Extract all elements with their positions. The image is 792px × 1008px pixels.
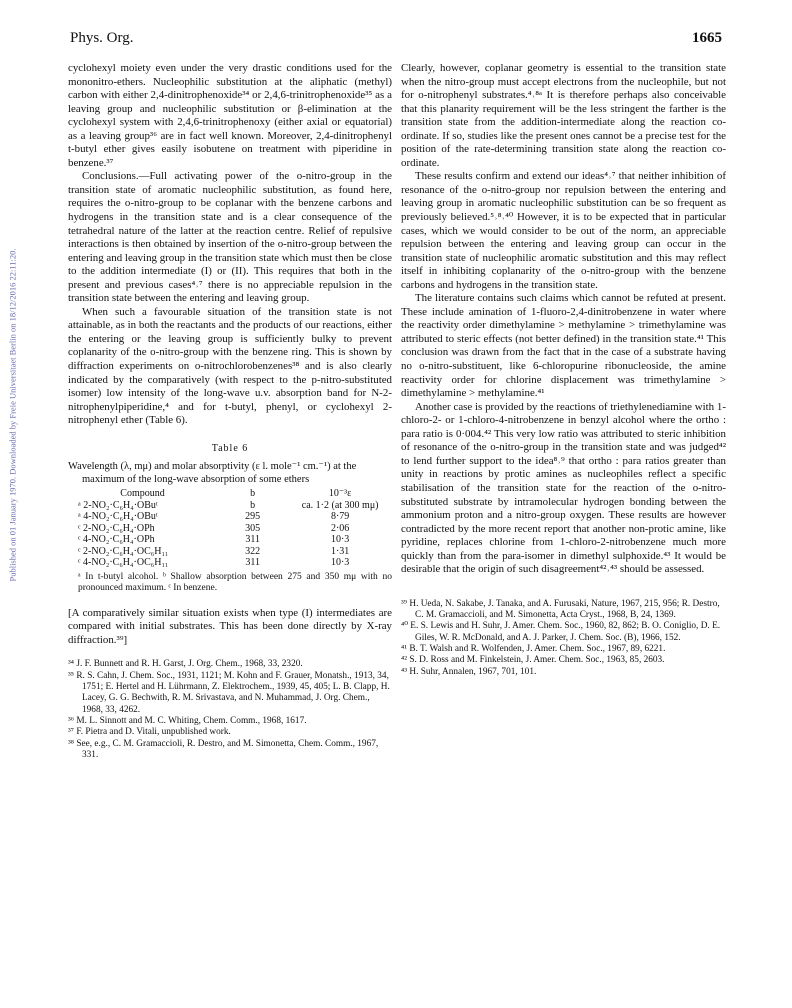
absorptivity-cell: 2·06 (330, 522, 350, 534)
table-row (68, 523, 392, 535)
compound-cell: ᶜ 2-NO₂·C₆H₄·OPh (78, 522, 155, 534)
reference-item: ³⁶ M. L. Sinnott and M. C. Whiting, Chem. Comm., 1968, 1617. (68, 715, 307, 726)
download-watermark (6, 180, 20, 650)
paragraph: Clearly, however, coplanar geometry is essential to the transition state when the nitro-group must accept electrons from the nucleophile, but not for o-nitrophenyl substrates.⁴˒⁸ᵃ It is therefore perhaps also conceivable that this planarity requirement will be the less stringent the farther is the transition state from the addition-intermediate along the reaction co-ordinate. If so, studies like the present ones cannot be a precise test for the position of the rate-determining transition state along the reaction co-ordinate. (401, 62, 726, 169)
wavelength-cell: 295 (245, 511, 261, 523)
table-footnote: ᵃ In t-butyl alcohol. ᵇ Shallow absorption between 275 and 350 mμ with no pronounced maximum. ᶜ In benzene. (78, 571, 392, 594)
column-header: b (250, 488, 256, 500)
wavelength-cell: 322 (245, 545, 261, 557)
absorption-table (68, 488, 392, 569)
right-column (401, 62, 726, 678)
reference-item: ³⁷ F. Pietra and D. Vitali, unpublished work. (68, 727, 231, 738)
left-column (68, 62, 392, 761)
table-row (68, 546, 392, 558)
compound-cell: ᶜ 2-NO₂·C₆H₄·OC₆H₁₁ (78, 545, 169, 557)
reference-item: ³⁴ J. F. Bunnett and R. H. Garst, J. Org. Chem., 1968, 33, 2320. (68, 659, 303, 670)
table-row (68, 500, 392, 512)
absorptivity-cell: 1·31 (330, 545, 350, 557)
reference-item: ⁴³ H. Suhr, Annalen, 1967, 701, 101. (401, 666, 537, 677)
paragraph: Another case is provided by the reactions of triethylenediamine with 1-chloro-2- or 1-chloro-4-nitrobenzene in benzyl alcohol where the ortho : para ratio is 0·004.⁴² This very low ratio was attributed to steric inhibition of resonance of the o-nitro-group in the transition state and was judged⁴² to lend further support to the idea⁸˒⁹ that ortho : para ratios greater than unity in reactions by protic amines as nucleophiles reflect a specific stabilisation of the transition state for the reaction of the o-nitro-substituted substrate by intramolecular hydrogen bonding between the ammonium proton and a nitro-group oxygen. These results are however contradicted by the more recent report that another non-protic amine, like pyridine, replaces chlorine from 1-chloro-2-nitrobenzene much more quickly than from the para-isomer in dimethyl sulphoxide.⁴³ It would be desirable that the origin of such disagreement⁴²˒⁴³ should be assessed. (401, 400, 726, 576)
table-row (68, 557, 392, 569)
compound-cell: ᶜ 4-NO₂·C₆H₄·OPh (78, 534, 155, 546)
table-row (68, 534, 392, 546)
paragraph: [A comparatively similar situation exists when type (I) intermediates are compared with initial substrates. This has been done directly by X-ray diffraction.³⁹] (68, 606, 392, 646)
absorptivity-cell: 8·79 (330, 511, 350, 523)
paragraph: Conclusions.—Full activating power of the o-nitro-group in the transition state of aromatic nucleophilic substitution, as found here, requires the o-nitro-group to be coplanar with the benzene carbons and hydrogens in the transition state and is a clear consequence of the tetrahedral nature of the latter at the reaction centre. Relief of repulsive interactions is then obtained by insertion of the o-nitro-group between the entering and leaving group in the transition state which must then be close to the addition intermediate (I) or (II). This requires that both in the present and previous cases⁴˒⁷ there is no appreciable repulsion in the transition state between the entering and leaving group. (68, 170, 392, 305)
table-header-row (68, 488, 392, 500)
table-title: Table 6 (211, 442, 249, 454)
page-number: 1665 (692, 30, 722, 46)
compound-cell: ᵃ 4-NO₂·C₆H₄·OBuᵗ (78, 511, 158, 523)
reference-item: ⁴⁰ E. S. Lewis and H. Suhr, J. Amer. Chem. Soc., 1960, 82, 862; B. O. Coniglio, D. E. Giles, W. R. McDonald, and A. J. Parker, J. Chem. Soc. (B), 1966, 152. (401, 621, 721, 643)
journal-section-header: Phys. Org. (70, 30, 134, 46)
paragraph: cyclohexyl moiety even under the very drastic conditions used for the mononitro-ethers. Nucleophilic substitution at the aliphatic (methyl) carbon with either 2,4-dinitrophenoxide³⁴ or 2,4,6-trinitrophenoxide³⁵ as a leaving group and nucleophilic substitution or β-elimination at the cyclohexyl system with 2,4,6-trinitrophenoxy (either axial or equatorial) as a leaving group³⁶ are in fact well known. Moreover, 2,4-dinitrophenyl t-butyl ether gives easily isobutene on treatment with piperidine in benzene.³⁷ (68, 62, 392, 169)
table-row (68, 511, 392, 523)
download-watermark-text: Published on 01 January 1970. Downloaded by Freie Universitaet Berlin on 18/12/2016 22:11:20. (8, 248, 19, 582)
absorptivity-cell: 10·3 (330, 557, 350, 569)
wavelength-cell: 311 (245, 534, 260, 546)
wavelength-cell: b (250, 499, 256, 511)
column-header: Compound (120, 488, 165, 500)
reference-item: ⁴¹ B. T. Walsh and R. Wolfenden, J. Amer. Chem. Soc., 1967, 89, 6221. (401, 643, 666, 654)
compound-cell: ᵃ 2-NO₂·C₆H₄·OBuᵗ (78, 499, 158, 511)
table-6 (68, 442, 392, 595)
table-caption: Wavelength (λ, mμ) and molar absorptivity (ε l. mole⁻¹ cm.⁻¹) at the maximum of the long-wave absorption of some ethers (68, 461, 357, 485)
absorptivity-cell: ca. 1·2 (at 300 mμ) (301, 499, 379, 511)
column-header: 10⁻³ε (328, 488, 352, 500)
paragraph: The literature contains such claims which cannot be refuted at present. These include amination of 1-fluoro-2,4-dinitrobenzene in water where the reactivity order dimethylamine > methylamine > trimethylamine was attributed to steric effects (not better defined) in the transition state.⁴¹ This conclusion was drawn from the fact that in the case of a substrate having no o-nitro-substituent, like 6-chloropurine ribonucleoside, the amine reactivity order for chlorine displacement was trimethylamine > dimethylamine > methylamine.⁴¹ (401, 292, 726, 400)
wavelength-cell: 311 (245, 557, 260, 569)
paragraph: These results confirm and extend our ideas⁴˒⁷ that neither inhibition of resonance of the o-nitro-group nor repulsion between the entering and leaving group in aromatic nucleophilic substitution can be so frequent as previously believed.⁵˒⁸˒⁴⁰ However, it is to be expected that in particular cases, which we would consider to be out of the norm, an appreciable repulsion between the entering and leaving group can occur in the transition state of nucleophilic aromatic substitution and this may reflect itself in inhibiting coplanarity of the o-nitro-group with the benzene carbons and hydrogens in the transition state. (401, 170, 726, 291)
references-left (68, 659, 392, 761)
wavelength-cell: 305 (245, 522, 261, 534)
reference-item: ⁴² S. D. Ross and M. Finkelstein, J. Amer. Chem. Soc., 1963, 85, 2603. (401, 655, 665, 666)
reference-item: ³⁹ H. Ueda, N. Sakabe, J. Tanaka, and A. Furusaki, Nature, 1967, 215, 956; R. Destro, C. M. Gramaccioli, and M. Simonetta, Acta Cryst., 1968, B, 24, 1369. (401, 598, 720, 621)
compound-cell: ᶜ 4-NO₂·C₆H₄·OC₆H₁₁ (78, 557, 169, 569)
paragraph: When such a favourable situation of the transition state is not attainable, as in both the reactants and the products of our reactions, either the entering or the leaving group is sufficiently bulky to prevent coplanarity of the o-nitro-group with the benzene ring. This is shown by diffraction experiments on o-nitrochlorobenzenes³⁸ and is also clearly indicated by the comparatively (with respect to the p-nitro-substituted isomer) low intensity of the long-wave u.v. absorption band for N-2-nitrophenylpiperidine,⁴ and for t-butyl, phenyl, or cyclohexyl 2-nitrophenyl ether (Table 6). (68, 305, 392, 427)
reference-item: ³⁵ R. S. Cahn, J. Chem. Soc., 1931, 1121; M. Kohn and F. Grauer, Monatsh., 1913, 34, 1751; E. Hertel and H. Lührmann, Z. Elektrochem., 1939, 45, 405; L. B. Clapp, H. Lacey, G. G. Bechwith, R. M. Srivastava, and N. Muhammad, J. Org. Chem., 1968, 33, 4262. (68, 670, 390, 715)
reference-item: ³⁸ See, e.g., C. M. Gramaccioli, R. Destro, and M. Simonetta, Chem. Comm., 1967, 331. (68, 738, 379, 760)
absorptivity-cell: 10·3 (330, 534, 350, 546)
references-right (401, 599, 726, 678)
